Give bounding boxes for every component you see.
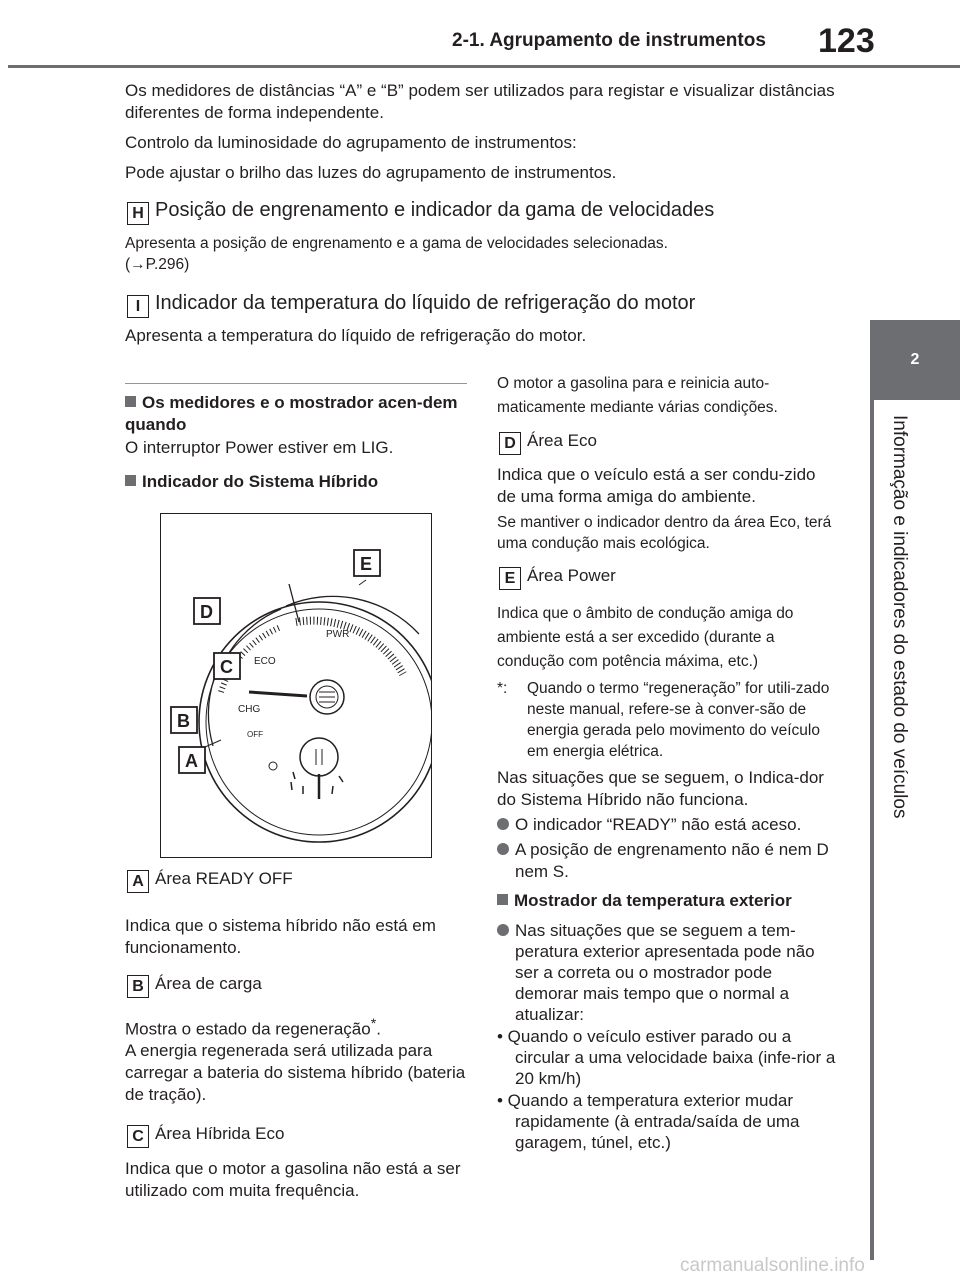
sub-bullet-text: • Quando a temperatura exterior mudar rapidamente (à entrada/saída de uma garagem, túnel, etc.) (497, 1091, 800, 1152)
badge-a: A (127, 870, 149, 893)
area-e-text: Indica que o âmbito de condução amiga do ambiente está a ser excedido (durante a condução com potência máxima, etc.) (497, 605, 794, 670)
badge-c: C (127, 1125, 149, 1148)
section-i-heading (127, 290, 847, 318)
bullet-ready (497, 814, 837, 836)
section-h-text (125, 233, 845, 275)
subsection-outside-temp (497, 890, 837, 912)
area-a-title: Área READY OFF (155, 869, 293, 888)
section-i-title: Indicador da temperatura do líquido de refrigeração do motor (155, 292, 696, 314)
subsection-title: Mostrador da temperatura exterior (514, 891, 792, 910)
situations-text: Nas situações que se seguem, o Indica-dor do Sistema Híbrido não funciona. (497, 768, 824, 809)
sub-bullet-text: • Quando o veículo estiver parado ou a circular a uma velocidade baixa (infe-rior a 20 km/h) (497, 1027, 836, 1088)
page-reference: (→P.296) (125, 256, 190, 273)
footnote-mark: *: (497, 680, 508, 697)
area-b-text-2: A energia regenerada será utilizada para carregar a bateria do sistema híbrido (bateria de tração). (125, 1041, 466, 1104)
svg-text:C: C (220, 657, 233, 677)
bullet-outside-temp (497, 920, 837, 1025)
gauge-chg-label: CHG (238, 704, 261, 715)
section-h-title: Posição de engrenamento e indicador da gama de velocidades (155, 199, 715, 221)
area-b-text-1 (125, 1013, 467, 1041)
bullet-text: O indicador “READY” não está aceso. (515, 815, 802, 834)
period: . (376, 1019, 381, 1039)
watermark: carmanualsonline.info (680, 1255, 865, 1276)
section-i-text: Apresenta a temperatura do líquido de refrigeração do motor. (125, 326, 587, 345)
round-bullet-icon (497, 924, 509, 936)
svg-text:A: A (185, 751, 198, 771)
footnote-mark: * (370, 1016, 377, 1032)
footnote (497, 678, 837, 762)
chapter-tab: 2 (870, 320, 960, 400)
bullet-text: Nas situações que se seguem a tem-peratura exterior apresentada pode não ser a correta ou o mostrador pode demorar mais tempo que o normal a atualizar: (515, 921, 815, 1024)
square-bullet-icon (125, 475, 136, 486)
section-h-heading (127, 197, 847, 225)
badge-b: B (127, 975, 149, 998)
bullet-text: A posição de engrenamento não é nem D nem S. (515, 840, 829, 881)
running-header: 2-1. Agrupamento de instrumentos (452, 30, 766, 51)
regeneration-text: Mostra o estado da regeneração (125, 1019, 371, 1039)
subsection-hybrid-indicator (125, 471, 467, 493)
area-d-heading (499, 430, 839, 455)
intro-paragraph: Os medidores de distâncias “A” e “B” podem ser utilizados para registar e visualizar distâncias diferentes de forma independente. (125, 81, 835, 122)
badge-e: E (499, 567, 521, 590)
round-bullet-icon (497, 818, 509, 830)
power-switch-text: O interruptor Power estiver em LIG. (125, 438, 394, 457)
area-d-text-2: Se mantiver o indicador dentro da área Eco, terá uma condução mais ecológica. (497, 514, 832, 552)
svg-text:E: E (360, 554, 373, 574)
callout-c (214, 653, 240, 679)
brightness-text: Pode ajustar o brilho das luzes do agrupamento de instrumentos. (125, 163, 617, 182)
footnote-text: Quando o termo “regeneração” for utili-zado neste manual, refere-se à conver-são de energia gerada pelo movimento do veículo em energia elétrica. (527, 680, 830, 760)
sub-bullet-rapid (497, 1090, 837, 1153)
callout-d (194, 598, 220, 624)
badge-h: H (127, 202, 149, 225)
square-bullet-icon (125, 396, 136, 407)
area-c-heading (127, 1123, 469, 1148)
callout-a (179, 740, 221, 773)
bullet-gear (497, 839, 837, 883)
area-a-heading (127, 868, 469, 893)
page-number: 123 (818, 22, 875, 60)
subsection-gauges-on (125, 392, 467, 436)
square-bullet-icon (497, 894, 508, 905)
engine-restart-text: O motor a gasolina para e reinicia auto-maticamente mediante várias condições. (497, 375, 778, 416)
callout-e (354, 550, 380, 585)
area-e-heading (499, 565, 839, 590)
hybrid-indicator-figure (160, 513, 432, 858)
area-d-text-1: Indica que o veículo está a ser condu-zido de uma forma amiga do ambiente. (497, 465, 816, 506)
area-d-title: Área Eco (527, 431, 597, 450)
svg-text:B: B (177, 711, 190, 731)
sub-bullet-slow (497, 1026, 837, 1089)
callout-b (171, 707, 197, 733)
round-bullet-icon (497, 843, 509, 855)
brightness-heading: Controlo da luminosidade do agrupamento de instrumentos: (125, 133, 577, 152)
badge-i: I (127, 295, 149, 318)
hybrid-gauge-illustration (161, 514, 431, 857)
area-c-title: Área Híbrida Eco (155, 1124, 285, 1143)
area-e-title: Área Power (527, 566, 616, 585)
badge-d: D (499, 432, 521, 455)
area-b-title: Área de carga (155, 974, 262, 993)
chapter-title: Informação e indicadores do estado do veículos (889, 415, 910, 819)
subsection-title: Os medidores e o mostrador acen-dem quando (125, 393, 458, 434)
area-a-text: Indica que o sistema híbrido não está em funcionamento. (125, 916, 436, 957)
gauge-eco-label: ECO (254, 656, 276, 667)
gauge-off-label: OFF (247, 730, 263, 739)
section-h-description: Apresenta a posição de engrenamento e a gama de velocidades selecionadas. (125, 235, 668, 252)
svg-text:D: D (200, 602, 213, 622)
gauge-pwr-label: PWR (326, 629, 350, 640)
area-b-heading (127, 973, 469, 998)
chapter-side-rule (870, 400, 874, 1260)
area-c-text: Indica que o motor a gasolina não está a ser utilizado com muita frequência. (125, 1159, 461, 1200)
header-rule (8, 65, 960, 68)
column-divider (125, 383, 467, 384)
subsection-title: Indicador do Sistema Híbrido (142, 472, 379, 491)
